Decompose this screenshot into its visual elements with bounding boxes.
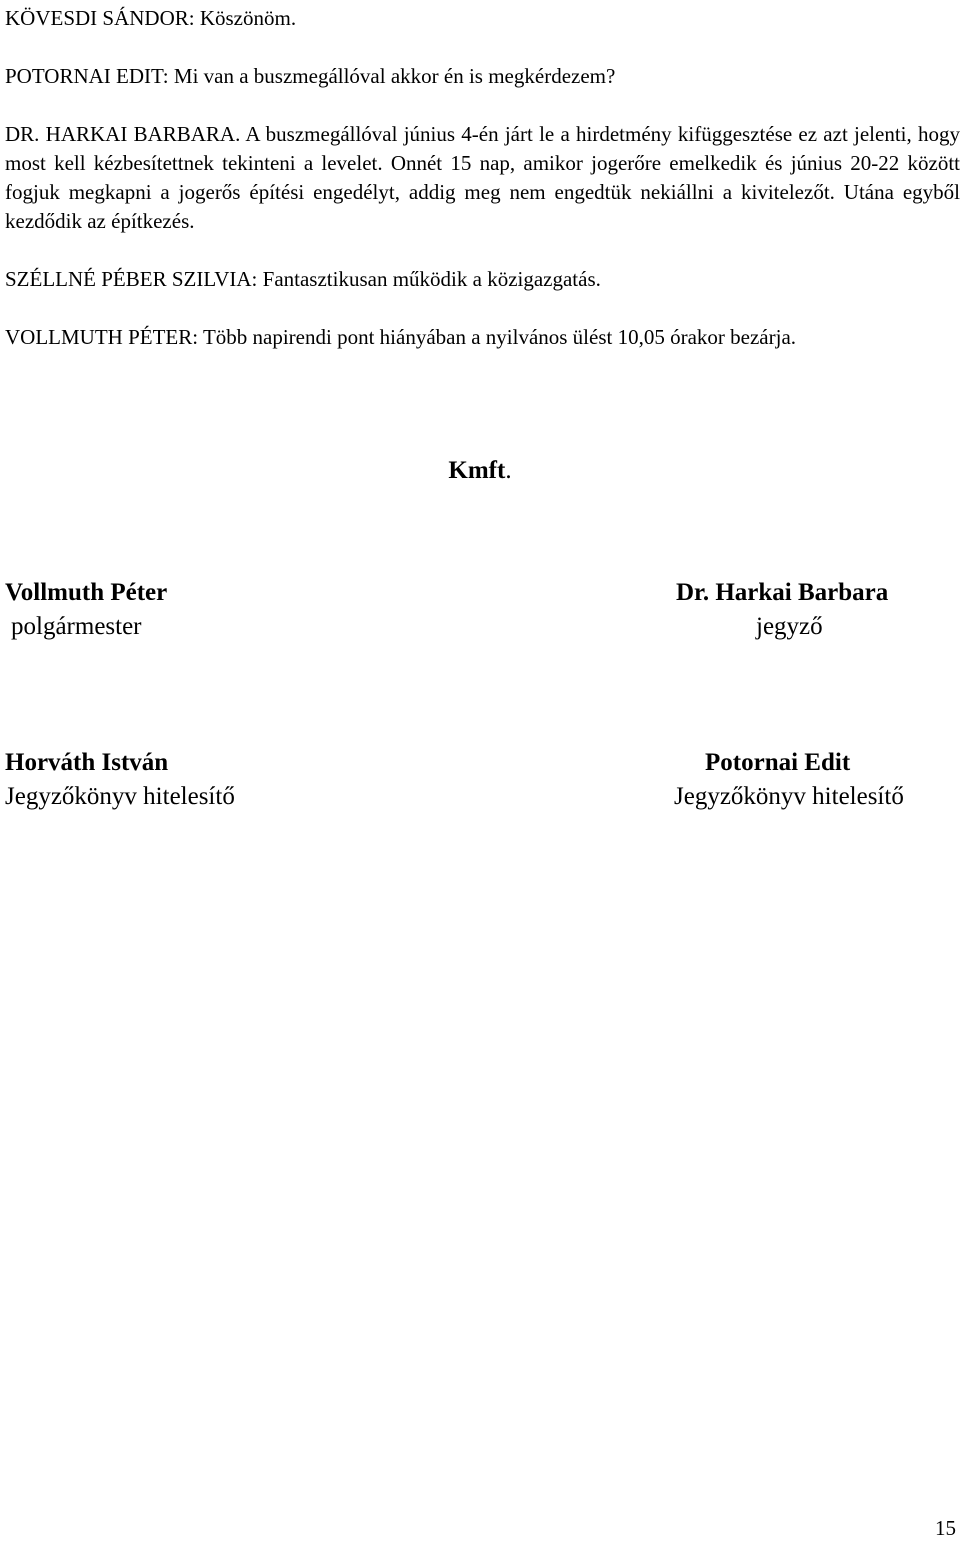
closing-kmft (0, 454, 960, 488)
signature-authenticator-right-role: Jegyzőkönyv hitelesítő (674, 783, 904, 810)
signature-authenticator-right (674, 746, 904, 814)
paragraph-kovesdi: KÖVESDI SÁNDOR: Köszönöm. (5, 6, 297, 30)
kmft-dot: . (505, 457, 512, 484)
signature-mayor (5, 576, 167, 644)
paragraph-harkai: DR. HARKAI BARBARA. A buszmegállóval június 4-én járt le a hirdetmény kifüggesztése ez azt jelenti, hogy most kell kézbesítettnek tekinteni a levelet. Onnét 15 nap, amikor jogerőre emelkedik és június 20-22 között fogjuk megkapni a jogerős építési engedélyt, addig meg nem engedtük nekiállni a kivitelezőt. Utána egyből kezdődik az építkezés. (5, 122, 960, 233)
signature-authenticator-right-name: Potornai Edit (705, 749, 851, 776)
signature-notary-name: Dr. Harkai Barbara (676, 579, 889, 606)
signature-authenticator-left-name: Horváth István (5, 749, 169, 776)
page-number: 15 (935, 1516, 956, 1540)
signature-notary-role: jegyző (756, 613, 823, 640)
kmft-text: Kmft (448, 457, 506, 484)
signature-mayor-role: polgármester (11, 613, 142, 640)
paragraph-potornai: POTORNAI EDIT: Mi van a buszmegállóval akkor én is megkérdezem? (5, 64, 616, 88)
signature-authenticator-left (5, 746, 235, 814)
signature-authenticator-left-role: Jegyzőkönyv hitelesítő (5, 783, 235, 810)
signature-notary (676, 576, 888, 644)
paragraph-vollmuth: VOLLMUTH PÉTER: Több napirendi pont hiányában a nyilvános ülést 10,05 órakor bezárja. (5, 325, 797, 349)
signature-mayor-name: Vollmuth Péter (5, 579, 168, 606)
paragraph-szellne: SZÉLLNÉ PÉBER SZILVIA: Fantasztikusan működik a közigazgatás. (5, 267, 601, 291)
